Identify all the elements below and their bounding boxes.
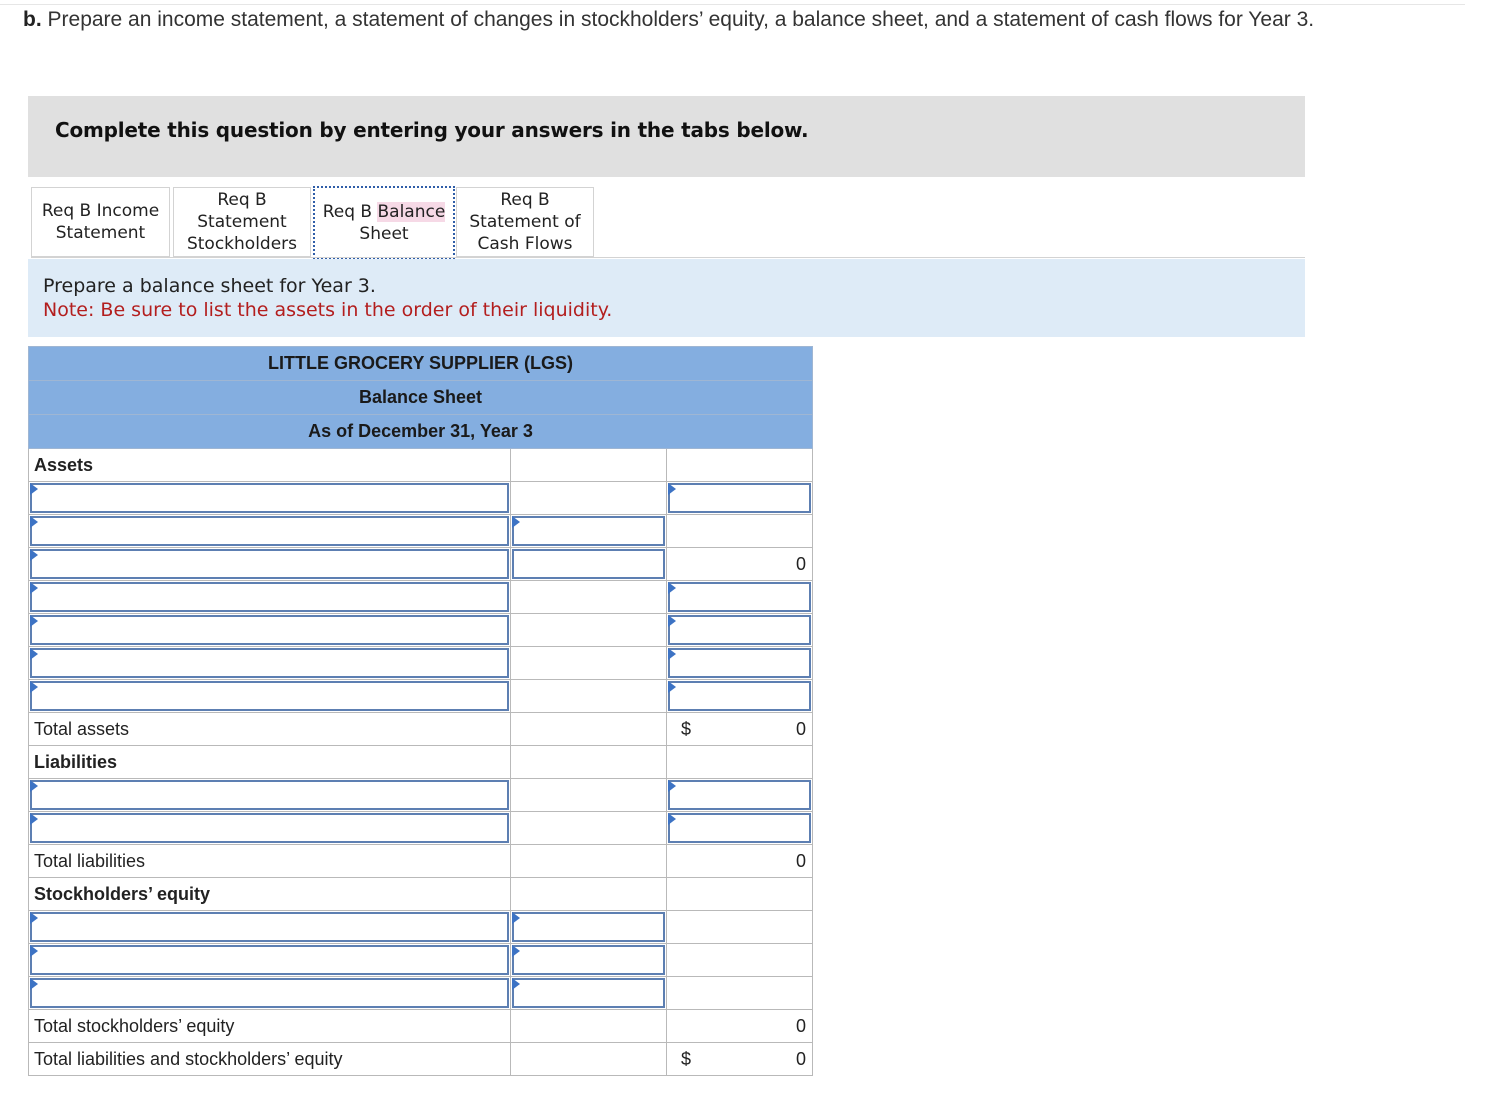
asset-name-input[interactable] xyxy=(30,681,509,711)
liability-amount-input[interactable] xyxy=(668,813,811,843)
equity-amount-input[interactable] xyxy=(512,912,665,942)
prompt-box xyxy=(28,259,1305,337)
tab-label: Req B Statement of Cash Flows xyxy=(469,190,581,254)
table-row xyxy=(29,680,813,713)
instruction-text: Complete this question by entering your answers in the tabs below. xyxy=(55,118,809,142)
question-body: Prepare an income statement, a statement of changes in stockholders’ equity, a balance sheet, and a statement of cash flows for Year 3. xyxy=(47,8,1315,31)
tab-statement-stockholders[interactable] xyxy=(173,187,311,257)
question-text xyxy=(23,6,1463,33)
asset-amount-input[interactable] xyxy=(668,483,811,513)
table-row xyxy=(29,779,813,812)
table-row xyxy=(29,581,813,614)
table-row xyxy=(29,1043,813,1076)
statement-date: As of December 31, Year 3 xyxy=(29,415,813,449)
asset-name-input[interactable] xyxy=(30,483,509,513)
equity-name-input[interactable] xyxy=(30,978,509,1008)
asset-amount-input[interactable] xyxy=(668,681,811,711)
asset-amount-input[interactable] xyxy=(512,549,665,579)
asset-amount-input[interactable] xyxy=(668,648,811,678)
instruction-bar xyxy=(28,96,1305,177)
asset-subtotal-value: 0 xyxy=(667,548,813,581)
tab-underline xyxy=(31,257,1305,258)
prompt-note: Note: Be sure to list the assets in the order of their liquidity. xyxy=(43,299,613,321)
total-liabilities-label: Total liabilities xyxy=(29,845,511,878)
section-label-assets: Assets xyxy=(29,449,511,482)
asset-amount-input[interactable] xyxy=(512,516,665,546)
liability-name-input[interactable] xyxy=(30,813,509,843)
asset-amount-input[interactable] xyxy=(668,615,811,645)
table-row xyxy=(29,548,813,581)
total-equity-value: 0 xyxy=(667,1010,813,1043)
table-row xyxy=(29,911,813,944)
total-liabilities-value: 0 xyxy=(667,845,813,878)
equity-name-input[interactable] xyxy=(30,945,509,975)
liability-name-input[interactable] xyxy=(30,780,509,810)
table-row xyxy=(29,746,813,779)
statement-title: Balance Sheet xyxy=(29,381,813,415)
total-assets-cell xyxy=(667,713,813,746)
total-equity-label: Total stockholders’ equity xyxy=(29,1010,511,1043)
equity-amount-input[interactable] xyxy=(512,978,665,1008)
asset-name-input[interactable] xyxy=(30,582,509,612)
table-row xyxy=(29,647,813,680)
total-liabilities-equity-value: 0 xyxy=(796,1049,807,1069)
total-liabilities-equity-label: Total liabilities and stockholders’ equity xyxy=(29,1043,511,1076)
table-row xyxy=(29,1010,813,1043)
asset-name-input[interactable] xyxy=(30,648,509,678)
equity-name-input[interactable] xyxy=(30,912,509,942)
table-row xyxy=(29,614,813,647)
asset-name-input[interactable] xyxy=(30,549,509,579)
table-row xyxy=(29,977,813,1010)
balance-sheet-table xyxy=(28,346,813,1076)
tab-income-statement[interactable] xyxy=(31,187,170,257)
table-row xyxy=(29,812,813,845)
asset-name-input[interactable] xyxy=(30,615,509,645)
dollar-sign: $ xyxy=(681,1049,692,1069)
table-row xyxy=(29,449,813,482)
table-row xyxy=(29,713,813,746)
tab-cash-flows[interactable] xyxy=(456,187,594,257)
total-liabilities-equity-cell xyxy=(667,1043,813,1076)
prompt-text: Prepare a balance sheet for Year 3. xyxy=(43,275,376,297)
table-row xyxy=(29,878,813,911)
table-row xyxy=(29,944,813,977)
section-label-liabilities: Liabilities xyxy=(29,746,511,779)
table-row xyxy=(29,845,813,878)
dollar-sign: $ xyxy=(681,719,692,739)
question-prefix: b. xyxy=(23,8,42,31)
tab-label: Req B Balance Sheet xyxy=(322,201,446,244)
top-divider xyxy=(0,4,1465,5)
asset-name-input[interactable] xyxy=(30,516,509,546)
table-row xyxy=(29,515,813,548)
tab-label: Req B Income Statement xyxy=(41,201,160,243)
tab-label: Req B Statement Stockholders xyxy=(186,190,298,254)
total-assets-label: Total assets xyxy=(29,713,511,746)
section-label-equity: Stockholders’ equity xyxy=(29,878,511,911)
liability-amount-input[interactable] xyxy=(668,780,811,810)
company-name: LITTLE GROCERY SUPPLIER (LGS) xyxy=(29,347,813,381)
table-row xyxy=(29,482,813,515)
equity-amount-input[interactable] xyxy=(512,945,665,975)
highlighted-word: Balance xyxy=(377,201,446,222)
tab-balance-sheet[interactable] xyxy=(313,186,455,259)
asset-amount-input[interactable] xyxy=(668,582,811,612)
total-assets-value: 0 xyxy=(796,719,807,739)
